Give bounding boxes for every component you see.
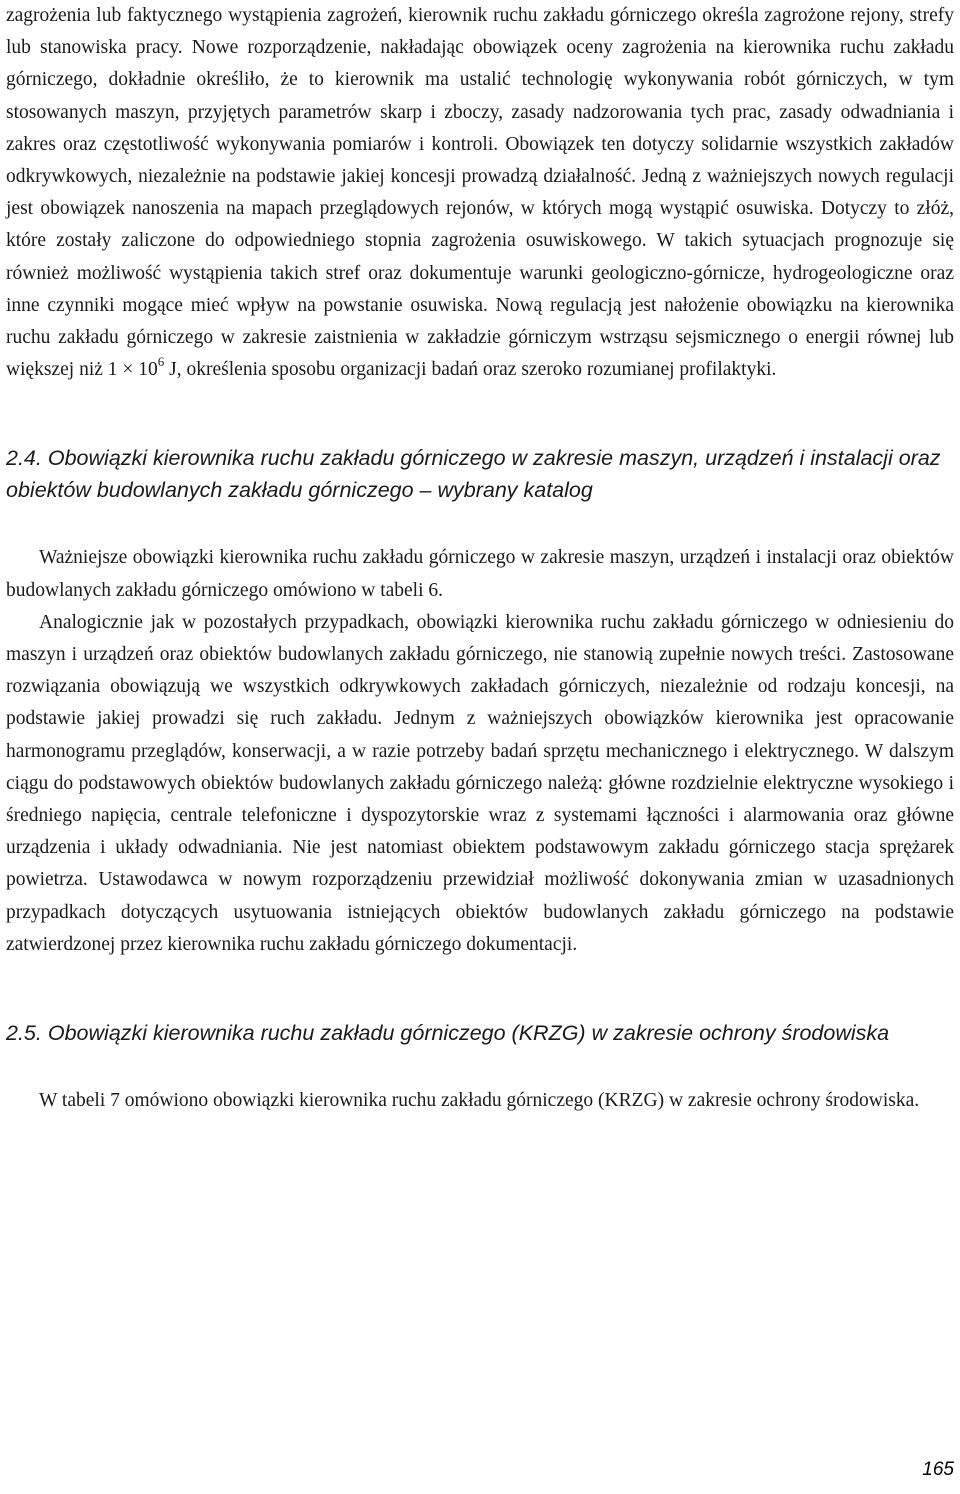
page-number: 165 xyxy=(922,1459,954,1480)
exponent: 6 xyxy=(157,353,165,369)
section-number: 2.4. xyxy=(6,446,42,471)
section-title: Obowiązki kierownika ruchu zakładu górniczego w zakresie maszyn, urządzeń i instalacji oraz obiektów budowlanych zakładu górniczego – wybrany katalog xyxy=(6,446,941,503)
section-2-5-paragraph-1: W tabeli 7 omówiono obowiązki kierownika ruchu zakładu górniczego (KRZG) w zakresie ochrony środowiska. xyxy=(39,1090,920,1112)
intro-paragraph-tail: J, określenia sposobu organizacji badań oraz szeroko rozumianej profilaktyki. xyxy=(164,359,777,381)
section-2-4-paragraph-1: Ważniejsze obowiązki kierownika ruchu zakładu górniczego w zakresie maszyn, urządzeń i instalacji oraz obiektów budowlanych zakładu górniczego omówiono w tabeli 6. xyxy=(6,547,954,601)
section-heading-2-4 xyxy=(6,442,954,506)
intro-paragraph-text: zagrożenia lub faktycznego wystąpienia zagrożeń, kierownik ruchu zakładu górniczego określa zagrożone rejony, strefy lub stanowiska pracy. Nowe rozporządzenie, nakładając obowiązek oceny zagrożenia na kierownika ruchu zakładu górniczego, dokładnie określiło, że to kierownik ma ustalić technologię wykonywania robót górniczych, w tym stosowanych maszyn, przyjętych parametrów skarp i zboczy, zasady nadzorowania tych prac, zasady odwadniania i zakres oraz częstotliwość wykonywania pomiarów i kontroli. Obowiązek ten dotyczy solidarnie wszystkich zakładów odkrywkowych, niezależnie na podstawie jakiej koncesji prowadzą działalność. Jedną z ważniejszych nowych regulacji jest obowiązek nanoszenia na mapach przeglądowych rejonów, w których mogą wystąpić osuwiska. Dotyczy to złóż, które zostały zaliczone do odpowiedniego stopnia zagrożenia osuwiskowego. W takich sytuacjach prognozuje się również możliwość wystąpienia takich stref oraz dokumentuje warunki geologiczno-górnicze, hydrogeologiczne oraz inne czynniki mogące mieć wpływ na powstanie osuwiska. Nową regulacją jest nałożenie obowiązku na kierownika ruchu zakładu górniczego w zakresie zaistnienia w zakładzie górniczym wstrząsu sejsmicznego o energii równej lub większej niż 1 × 10 xyxy=(6,5,954,381)
section-heading-2-5 xyxy=(6,1017,954,1049)
section-number: 2.5. xyxy=(6,1021,42,1046)
section-title: Obowiązki kierownika ruchu zakładu górniczego (KRZG) w zakresie ochrony środowiska xyxy=(47,1021,890,1046)
intro-paragraph xyxy=(6,0,954,386)
document-page xyxy=(6,0,954,1117)
section-2-4-paragraph-2: Analogicznie jak w pozostałych przypadkach, obowiązki kierownika ruchu zakładu górniczego w odniesieniu do maszyn i urządzeń oraz obiektów budowlanych zakładu górniczego, nie stanowią zupełnie nowych treści. Zastosowane rozwiązania obowiązują we wszystkich odkrywkowych zakładach górniczych, niezależnie od rodzaju koncesji, na podstawie jakiej prowadzi się ruch zakładu. Jednym z ważniejszych obowiązków kierownika jest opracowanie harmonogramu przeglądów, konserwacji, a w razie potrzeby badań sprzętu mechanicznego i elektrycznego. W dalszym ciągu do podstawowych obiektów budowlanych zakładu górniczego należą: główne rozdzielnie elektryczne wysokiego i średniego napięcia, centrale telefoniczne i dyspozytorskie wraz z systemami łączności i alarmowania oraz główne urządzenia i układy odwadniania. Nie jest natomiast obiektem podstawowym zakładu górniczego stacja sprężarek powietrza. Ustawodawca w nowym rozporządzeniu przewidział możliwość dokonywania zmian w uzasadnionych przypadkach dotyczących usytuowania istniejących obiektów budowlanych zakładu górniczego na podstawie zatwierdzonej przez kierownika ruchu zakładu górniczego dokumentacji. xyxy=(6,611,954,955)
